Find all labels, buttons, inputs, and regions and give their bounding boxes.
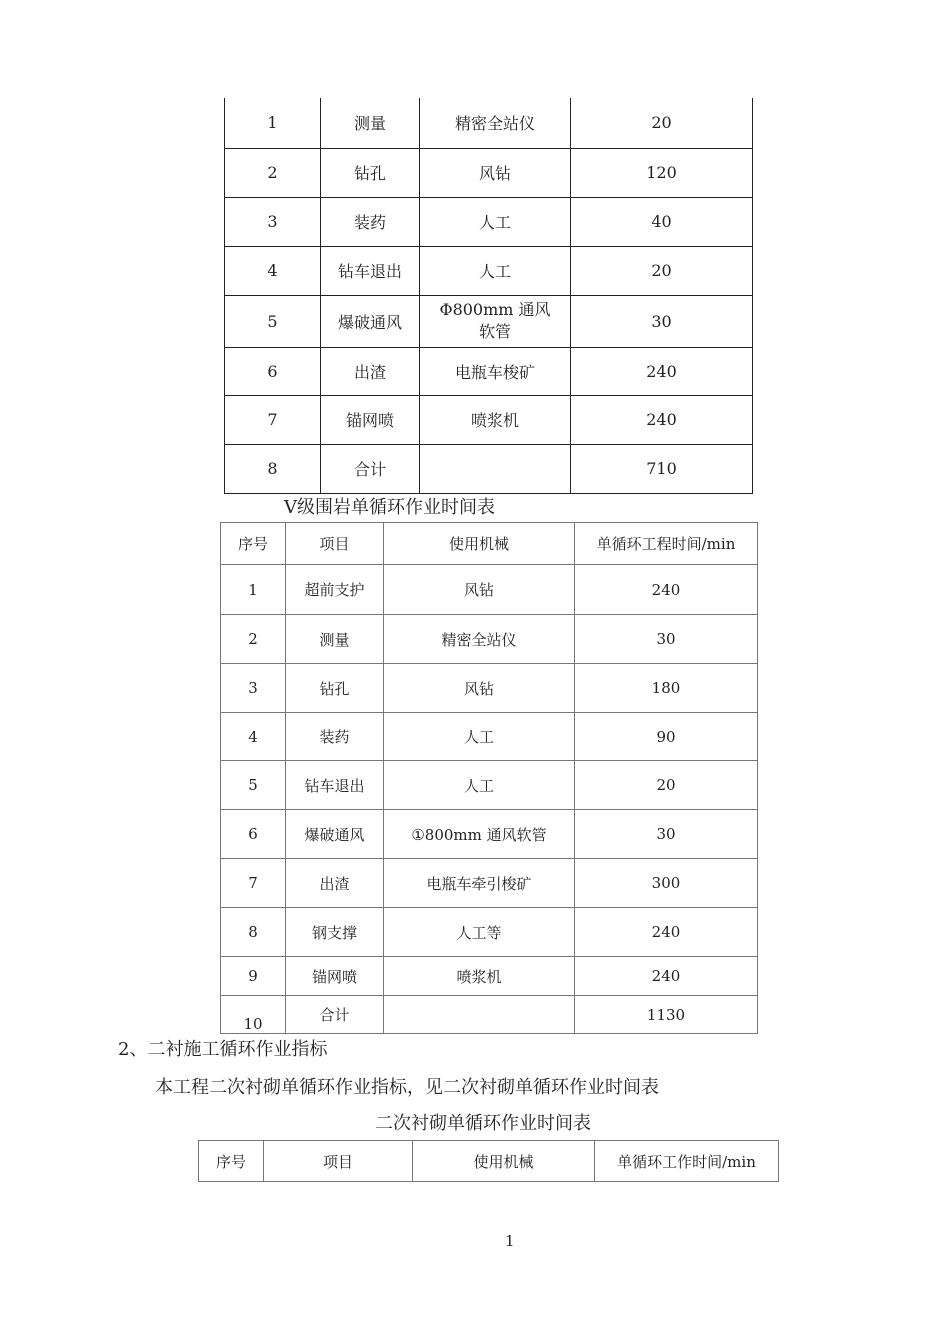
table-row <box>221 664 758 713</box>
cell-time: 710 <box>571 444 753 493</box>
cell-no: 10 <box>221 996 286 1034</box>
cell-machine <box>384 996 575 1034</box>
cell-item: 测量 <box>321 98 420 148</box>
cell-time: 300 <box>575 859 758 908</box>
cell-no: 3 <box>221 664 286 713</box>
cell-item: 爆破通风 <box>286 810 384 859</box>
table-row <box>221 957 758 996</box>
cell-machine: 人工 <box>384 761 575 810</box>
cell-no: 7 <box>225 395 321 444</box>
cell-machine <box>420 444 571 493</box>
cell-machine: Φ800mm 通风软管 <box>420 295 571 347</box>
cell-item: 装药 <box>286 713 384 761</box>
cell-item: 合计 <box>321 444 420 493</box>
table-row <box>225 246 753 295</box>
cell-no: 5 <box>221 761 286 810</box>
cell-no: 2 <box>221 615 286 664</box>
table-row <box>225 98 753 148</box>
table-row <box>225 395 753 444</box>
cell-item: 合计 <box>286 996 384 1034</box>
table-total-row <box>221 996 758 1034</box>
grade-v-cycle-table <box>220 522 758 1034</box>
header-time: 单循环工程时间/min <box>575 523 758 565</box>
table-row <box>225 347 753 395</box>
cell-item: 出渣 <box>286 859 384 908</box>
table-row <box>221 908 758 957</box>
grade-v-table-caption: Ⅴ级围岩单循环作业时间表 <box>284 497 495 518</box>
cell-item: 钻车退出 <box>286 761 384 810</box>
cell-machine: 电瓶车牵引梭矿 <box>384 859 575 908</box>
table-row <box>221 810 758 859</box>
header-no: 序号 <box>221 523 286 565</box>
cell-time: 240 <box>575 957 758 996</box>
cell-time: 1130 <box>575 996 758 1034</box>
cell-machine: 精密全站仪 <box>384 615 575 664</box>
cell-time: 120 <box>571 148 753 197</box>
page-number: 1 <box>505 1232 515 1250</box>
table-row <box>225 444 753 493</box>
cell-time: 240 <box>575 565 758 615</box>
table-header-row <box>221 523 758 565</box>
section-paragraph: 本工程二次衬砌单循环作业指标，见二次衬砌单循环作业时间表 <box>155 1077 659 1098</box>
table-header-row <box>199 1141 779 1182</box>
cell-time: 20 <box>571 246 753 295</box>
cell-item: 出渣 <box>321 347 420 395</box>
table-row <box>225 197 753 246</box>
cell-time: 30 <box>575 810 758 859</box>
cell-no: 1 <box>221 565 286 615</box>
cell-item: 钻孔 <box>286 664 384 713</box>
table-row <box>221 761 758 810</box>
header-item: 项目 <box>264 1141 413 1182</box>
cell-time: 240 <box>571 395 753 444</box>
cell-item: 钻孔 <box>321 148 420 197</box>
header-machine: 使用机械 <box>413 1141 595 1182</box>
cell-no: 4 <box>221 713 286 761</box>
cell-machine: 人工 <box>420 197 571 246</box>
cell-no: 9 <box>221 957 286 996</box>
cell-item: 装药 <box>321 197 420 246</box>
cell-item: 锚网喷 <box>321 395 420 444</box>
cell-time: 20 <box>571 98 753 148</box>
header-item: 项目 <box>286 523 384 565</box>
table-row <box>225 148 753 197</box>
cell-time: 90 <box>575 713 758 761</box>
lining-cycle-table <box>198 1140 779 1182</box>
section-heading: 2、二衬施工循环作业指标 <box>118 1039 328 1060</box>
cell-time: 30 <box>571 295 753 347</box>
cell-no: 1 <box>225 98 321 148</box>
cell-item: 钢支撑 <box>286 908 384 957</box>
cell-no: 5 <box>225 295 321 347</box>
cell-machine: 人工等 <box>384 908 575 957</box>
cell-item: 测量 <box>286 615 384 664</box>
cell-no: 8 <box>221 908 286 957</box>
cell-no: 6 <box>225 347 321 395</box>
table-row <box>221 713 758 761</box>
cell-item: 爆破通风 <box>321 295 420 347</box>
cell-machine: 精密全站仪 <box>420 98 571 148</box>
table-row <box>225 295 753 347</box>
cell-machine: 风钻 <box>384 664 575 713</box>
table-row <box>221 615 758 664</box>
cell-machine: 人工 <box>420 246 571 295</box>
cell-machine: 喷浆机 <box>420 395 571 444</box>
cell-item: 锚网喷 <box>286 957 384 996</box>
cell-machine: ①800mm 通风软管 <box>384 810 575 859</box>
cell-item: 钻车退出 <box>321 246 420 295</box>
cell-no: 8 <box>225 444 321 493</box>
cell-no: 6 <box>221 810 286 859</box>
table-row <box>221 565 758 615</box>
cell-time: 30 <box>575 615 758 664</box>
table-row <box>221 859 758 908</box>
cell-machine: 电瓶车梭矿 <box>420 347 571 395</box>
header-time: 单循环工作时间/min <box>595 1141 779 1182</box>
cell-machine: 风钻 <box>420 148 571 197</box>
grade-iv-cycle-table <box>224 98 753 494</box>
cell-no: 2 <box>225 148 321 197</box>
cell-time: 20 <box>575 761 758 810</box>
cell-time: 40 <box>571 197 753 246</box>
lining-table-caption: 二次衬砌单循环作业时间表 <box>375 1113 591 1134</box>
header-no: 序号 <box>199 1141 264 1182</box>
cell-machine: 人工 <box>384 713 575 761</box>
cell-time: 240 <box>575 908 758 957</box>
cell-machine: 喷浆机 <box>384 957 575 996</box>
cell-no: 3 <box>225 197 321 246</box>
cell-time: 240 <box>571 347 753 395</box>
cell-no: 7 <box>221 859 286 908</box>
cell-machine: 风钻 <box>384 565 575 615</box>
cell-item: 超前支护 <box>286 565 384 615</box>
cell-no: 4 <box>225 246 321 295</box>
header-machine: 使用机械 <box>384 523 575 565</box>
cell-time: 180 <box>575 664 758 713</box>
